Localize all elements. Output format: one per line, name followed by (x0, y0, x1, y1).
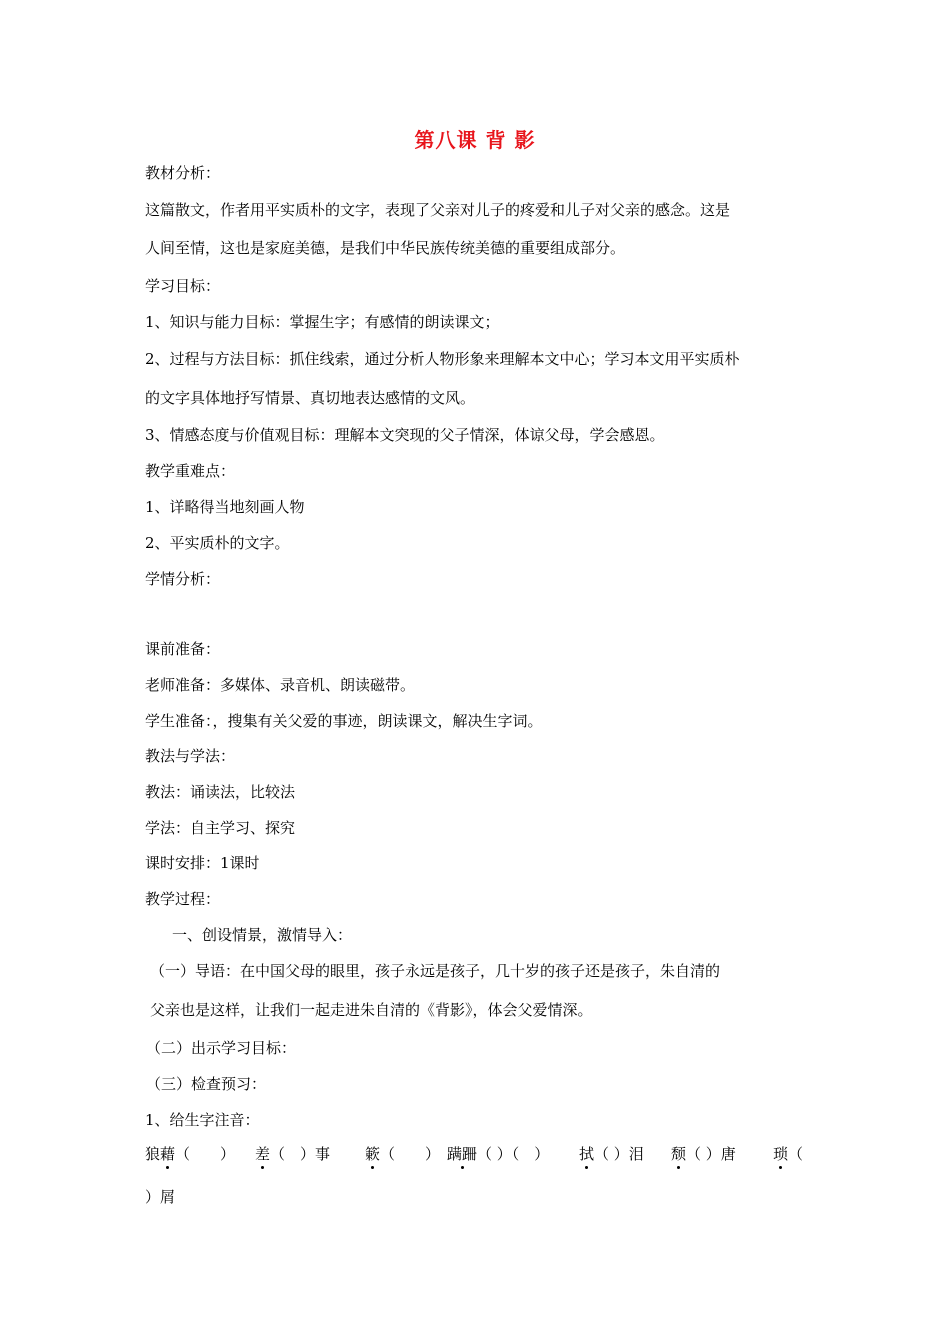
paragraph-line: 的文字具体地抒写情景、真切地表达感情的文风。 (145, 389, 476, 407)
emphasized-char: 颓 (671, 1145, 687, 1163)
paragraph-line: 课时安排：1课时 (145, 854, 260, 872)
list-item: 1、知识与能力目标：掌握生字；有感情的朗读课文； (145, 313, 500, 331)
vocab-item: 簌（ ） (365, 1145, 441, 1163)
vocab-row (145, 1144, 810, 1164)
section-heading-material-analysis: 教材分析： (145, 164, 221, 182)
section-heading-methods: 教法与学法： (145, 747, 236, 765)
section-heading-learning-goals: 学习目标： (145, 277, 221, 295)
emphasized-char: 蹒跚 (447, 1145, 478, 1163)
vocab-item: 狼藉（ ） (145, 1145, 236, 1163)
vocab-tail: ）屑 (145, 1188, 176, 1206)
subsection-heading: 一、创设情景，激情导入： (172, 926, 353, 944)
section-heading-student-analysis: 学情分析： (145, 570, 221, 588)
emphasized-char: 簌 (365, 1145, 381, 1163)
vocab-item: 颓（ ）唐 (671, 1145, 736, 1163)
paragraph-line: （一）导语：在中国父母的眼里，孩子永远是孩子，几十岁的孩子还是孩子，朱自清的 (150, 962, 721, 980)
emphasized-char: 拭 (579, 1145, 595, 1163)
paragraph-line: 这篇散文，作者用平实质朴的文字，表现了父亲对儿子的疼爱和儿子对父亲的感念。这是 (145, 201, 731, 219)
paragraph-line: 父亲也是这样，让我们一起走进朱自清的《背影》，体会父爱情深。 (150, 1001, 593, 1019)
list-item: 2、平实质朴的文字。 (145, 534, 290, 552)
emphasized-char: 琐 (773, 1145, 789, 1163)
section-heading-key-points: 教学重难点： (145, 462, 236, 480)
subsection-heading: （三）检查预习： (146, 1075, 267, 1093)
paragraph-line: 人间至情，这也是家庭美德，是我们中华民族传统美德的重要组成部分。 (145, 239, 626, 257)
list-item: 1、给生字注音： (145, 1111, 260, 1129)
list-item: 1、详略得当地刻画人物 (145, 498, 305, 516)
list-item: 2、过程与方法目标：抓住线索，通过分析人物形象来理解本文中心；学习本文用平实质朴 (145, 350, 740, 368)
vocab-item: 琐（ (773, 1145, 804, 1163)
paragraph-line: 学法：自主学习、探究 (145, 819, 296, 837)
section-heading-process: 教学过程： (145, 890, 221, 908)
list-item: 3、情感态度与价值观目标：理解本文突现的父子情深，体谅父母，学会感恩。 (145, 426, 665, 444)
vocab-item: 蹒跚（ ）（ ） (447, 1145, 550, 1163)
vocab-item: 拭（ ）泪 (579, 1145, 644, 1163)
paragraph-line: 学生准备：，搜集有关父爱的事迹，朗读课文，解决生字词。 (145, 712, 543, 730)
page-title: 第八课 背 影 (414, 128, 536, 152)
vocab-item: 差（ ）事 (255, 1145, 331, 1163)
paragraph-line: 教法：诵读法，比较法 (145, 783, 296, 801)
subsection-heading: （二）出示学习目标： (146, 1039, 297, 1057)
section-heading-preparation: 课前准备： (145, 640, 221, 658)
emphasized-char: 藉 (160, 1145, 176, 1163)
emphasized-char: 差 (255, 1145, 271, 1163)
paragraph-line: 老师准备：多媒体、录音机、朗读磁带。 (145, 676, 416, 694)
